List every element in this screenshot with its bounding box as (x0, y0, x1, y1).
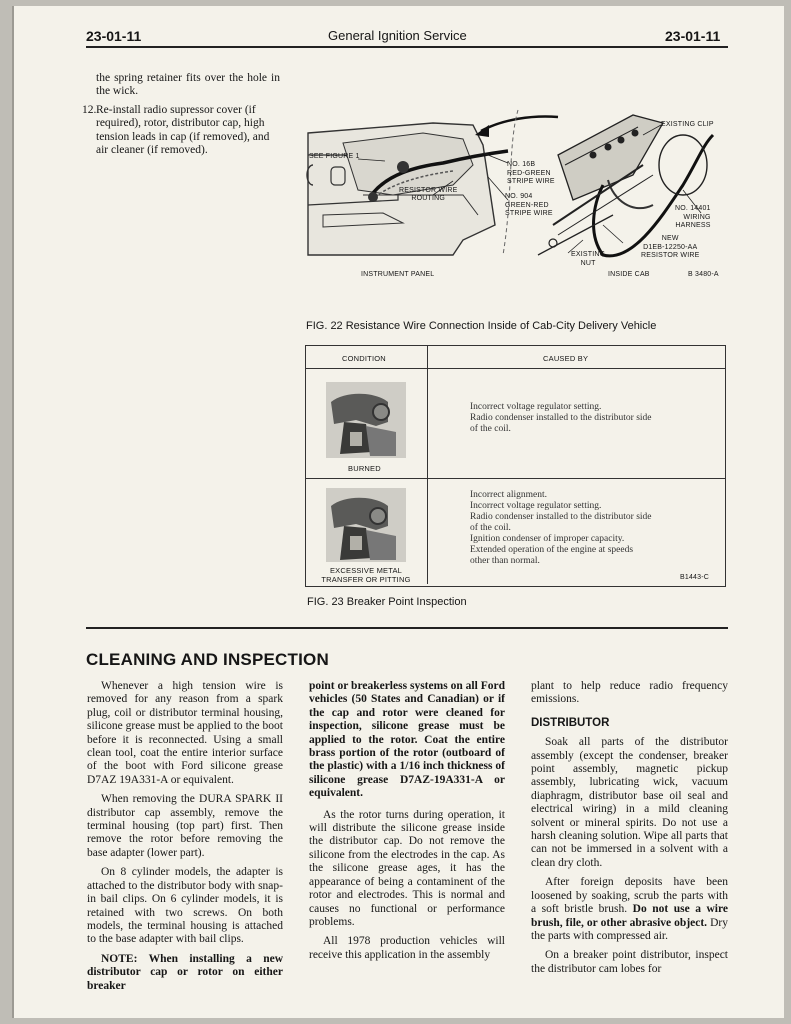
cause-line: Incorrect voltage regulator setting. (470, 402, 602, 412)
cause-line: Radio condenser installed to the distributor side (470, 413, 652, 423)
cause-line: Incorrect voltage regulator setting. (470, 501, 602, 511)
step-12-number: 12. (82, 104, 97, 116)
cause-line: Extended operation of the engine at speeds (470, 545, 634, 555)
cause-line: other than normal. (470, 556, 540, 566)
label-resistor-routing-line2: ROUTING (411, 195, 446, 202)
header-rule (86, 46, 728, 48)
cause-line: of the coil. (470, 424, 511, 434)
label-no-14401-line3: HARNESS (675, 222, 711, 229)
top-left-text (96, 72, 280, 101)
section-heading: CLEANING AND INSPECTION (86, 650, 329, 669)
figure-22-caption: FIG. 22 Resistance Wire Connection Inside of Cab-City Delivery Vehicle (306, 320, 657, 332)
continued-text: the spring retainer fits over the hole in the wick. (96, 72, 280, 98)
cause-line: Ignition condenser of improper capacity. (470, 534, 625, 544)
label-no-904 (505, 193, 553, 219)
figure-22-illustration (303, 105, 729, 285)
label-inside-cab: INSIDE CAB (608, 271, 650, 278)
paragraph: As the rotor turns during operation, it will distribute the silicone grease inside the distributor cap. Do not remove the silicone from the electrodes in the cap. As the silicone grease ages, it has the appearance of being a contaminent of the rotor and electrodes. This is normal and causes no functional or performance problems. (309, 808, 505, 928)
paragraph: On a breaker point distributor, inspect the distributor cam lobes for (531, 949, 728, 975)
paragraph: All 1978 production vehicles will receive this application in the assembly (309, 935, 505, 961)
condition-pitting (316, 566, 416, 584)
figure-23-code: B1443-C (680, 574, 710, 581)
condition-burned: BURNED (348, 464, 381, 473)
label-new-resistor (641, 235, 699, 261)
label-no-16b-line2: RED-GREEN (507, 169, 551, 177)
pitted-points-photo (326, 488, 406, 562)
step-12-text: Re-install radio supressor cover (if required), rotor, distributor cap, high tension leads in cap (if removed), and air cleaner (if removed). (96, 104, 270, 157)
table-row-divider (306, 478, 725, 479)
note-paragraph (87, 953, 283, 993)
label-new-line2: D1EB-12250-AA (643, 243, 698, 251)
paragraph: Whenever a high tension wire is removed for any reason from a spark plug, coil or distributor terminal housing, silicone grease must be applied to the boot before it is reconnected. Using a small clean tool, coat the entire interior surface of the boot with Ford silicone grease D7AZ 19A331-A or equivalent. (87, 680, 283, 786)
paragraph: On 8 cylinder models, the adapter is attached to the distributor body with snap-in bail clips. On 6 cylinder models, it is retained with two screws. On both models, the terminal housing is attached to the base adapter with bail clips. (87, 866, 283, 946)
text-run: Dry the parts with compressed air. (531, 916, 728, 942)
cause-line: Radio condenser installed to the distributor side (470, 512, 652, 522)
page-number-right: 23-01-11 (665, 28, 721, 44)
figure-22-code: B 3480-A (688, 271, 719, 278)
label-no-16b-line3: STRIPE WIRE (507, 178, 555, 185)
burned-points-photo (326, 382, 406, 458)
label-existing-clip: EXISTING CLIP (661, 121, 714, 128)
column-3-text (531, 680, 728, 982)
text-run: After foreign deposits have been loosened by soaking, scrub the parts with a soft bristle brush. (531, 876, 728, 916)
label-no-14401-line1: NO. 14401 (675, 205, 711, 212)
label-existing-nut (571, 251, 605, 268)
condition-pitting-line1: EXCESSIVE METAL (329, 566, 403, 575)
label-no-904-line2: GREEN-RED (505, 201, 549, 209)
paragraph (531, 876, 728, 943)
causes-burned (470, 402, 720, 435)
figure-23-table (305, 345, 726, 587)
condition-pitting-line2: TRANSFER OR PITTING (321, 575, 411, 584)
label-existing-nut-line2: NUT (580, 259, 596, 267)
label-resistor-routing (399, 187, 457, 203)
label-no-14401-line2: WIRING (683, 213, 711, 221)
cause-line: of the coil. (470, 523, 511, 533)
paragraph: plant to help reduce radio frequency emissions. (531, 680, 728, 706)
label-new-line3: RESISTOR WIRE (641, 252, 700, 259)
column-header-caused-by: CAUSED BY (543, 354, 589, 363)
label-no-904-line1: NO. 904 (505, 193, 533, 200)
paragraph: When removing the DURA SPARK II distributor cap assembly, remove the terminal housing (top part) first. Then remove the rotor before removing the base adapter (lower part). (87, 793, 283, 859)
table-header-divider (306, 368, 725, 369)
label-no-16b-line1: NO. 16B (507, 161, 536, 168)
note-text: NOTE: When installing a new distributor cap or rotor on either breaker (87, 952, 283, 992)
figure-23-caption: FIG. 23 Breaker Point Inspection (307, 596, 467, 608)
cause-line: Incorrect alignment. (470, 490, 548, 500)
column-1-text (87, 680, 283, 999)
label-instrument-panel: INSTRUMENT PANEL (361, 271, 435, 278)
column-2-text (309, 680, 505, 968)
page-number-left: 23-01-11 (86, 28, 142, 44)
distributor-heading: DISTRIBUTOR (531, 716, 610, 729)
step-12 (82, 104, 282, 158)
table-column-divider (427, 346, 428, 584)
bold-warning: Do not use a wire brush, file, or other abrasive object. (531, 903, 728, 929)
paragraph: Soak all parts of the distributor assembly (except the condenser, breaker point assembly, magnetic pickup assembly, lubricating wick, vacuum diaphragm, distributor base oil seal and electrical wiring) in a mild cleaning solvent or mineral spirits. Do not use a harsh cleaning solution. Wipe all parts that can not be immersed in a solvent with a clean dry cloth. (531, 736, 728, 869)
label-resistor-routing-line1: RESISTOR WIRE (399, 187, 458, 194)
section-rule (86, 627, 728, 629)
column-header-condition: CONDITION (342, 354, 386, 363)
label-existing-nut-line1: EXISTING (571, 251, 606, 258)
label-new-line1: NEW (661, 235, 679, 242)
label-no-16b (507, 161, 555, 187)
label-no-904-line3: STRIPE WIRE (505, 210, 553, 217)
bold-instruction: point or breakerless systems on all Ford vehicles (50 States and Canadian) or if the cap and rotor were cleaned for inspection, silicone grease must be applied to the rotor. Coat the entire brass portion of the rotor (outboard of the plastic) with a 1/16 inch thickness of silicone grease D7AZ-19A331-A or equivalent. (309, 680, 505, 800)
label-no-14401 (675, 205, 711, 231)
label-see-figure: SEE FIGURE 1 (309, 153, 360, 160)
paragraph (309, 680, 505, 801)
running-title: General Ignition Service (328, 28, 467, 43)
causes-pitting (470, 490, 720, 567)
